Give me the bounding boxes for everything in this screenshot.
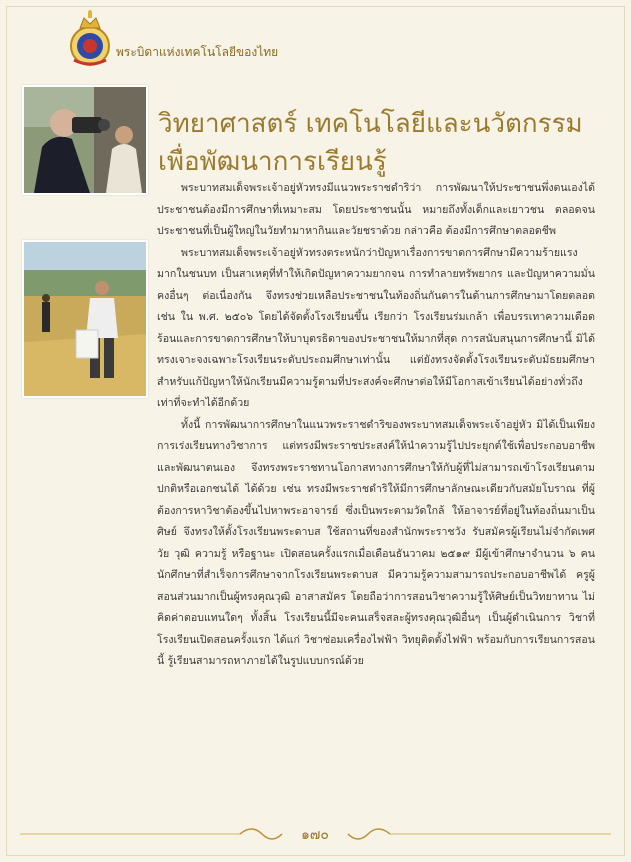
title-line-1: วิทยาศาสตร์ เทคโนโลยีและนวัตกรรม [158,109,583,140]
paragraph-1: พระบาทสมเด็จพระเจ้าอยู่หัวทรงมีแนวพระราชดำริว่า การพัฒนาให้ประชาชนพึ่งตนเองได้ ประชาชนต้องมีการศึกษาที่เหมาะสม โดยประชาชนนั้น หมายถึงทั้งเด็กและเยาวชน ตลอดจนประชาชนที่เป็นผู้ใหญ่ในวัยทำมาหากินและวัยชราด้วย กล่าวคือ ต้องมีการศึกษาตลอดชีพ [157,182,595,237]
royal-emblem-icon [66,10,114,68]
page-number: ๑๗๐ [301,827,329,843]
title-line-2: เพื่อพัฒนาการเรียนรู้ [158,147,387,178]
photo-field-image [24,242,146,396]
page-title [158,105,598,181]
header [66,10,366,72]
paragraph-3: ทั้งนี้ การพัฒนาการศึกษาในแนวพระราชดำริของพระบาทสมเด็จพระเจ้าอยู่หัว มิได้เป็นเพียงการเร่งเรียนทางวิชาการ แต่ทรงมีพระราชประสงค์ให้นำความรู้ไปประยุกต์ใช้เพื่อประกอบอาชีพและพัฒนาตนเอง จึงทรงพระราชทานโอกาสทางการศึกษาให้กับผู้ที่ไม่สามารถเข้าโรงเรียนตามปกติหรือเอกชนได้ ได้ด้วย เช่น ทรงมีพระราชดำริให้มีการศึกษาลักษณะเดียวกับสมัยโบราณ ที่ผู้ต้องการหาวิชาต้องขึ้นไปหาพระอาจารย์ ซึ่งเป็นพระตามวัดใกล้ ให้อาจารย์ที่อยู่ในท้องถิ่นมาเป็นศิษย์ จึงทรงให้ตั้งโรงเรียนพระดาบส ใช้สถานที่ของสำนักพระราชวัง รับสมัครผู้เรียนไม่จำกัดเพศ วัย วุฒิ ความรู้ หรือฐานะ เปิดสอนครั้งแรกเมื่อเดือนธันวาคม ๒๕๑๙ มีผู้เข้าศึกษาจำนวน ๖ คน นักศึกษาที่สำเร็จการศึกษาจากโรงเรียนพระดาบส มีความรู้ความสามารถประกอบอาชีพได้ ครูผู้สอนส่วนมากเป็นผู้ทรงคุณวุฒิ อาสาสมัคร โดยถือว่าการสอนวิชาความรู้ให้ศิษย์เป็นวิทยาทาน ไม่คิดค่าตอบแทนใดๆ ทั้งสิ้น โรงเรียนนี้มีจะคนเสร็จสละผู้ทรงคุณวุฒิอื่นๆ เป็นผู้ดำเนินการ วิชาที่โรงเรียนเปิดสอนครั้งแรก ได้แก่ วิชาซ่อมเครื่องไฟฟ้า วิทยุติดตั้งไฟฟ้า พร้อมกับการเรียนการสอนนี้ รู้เรียนสามารถหาภายได้ในรูปแบบกรณ์ด้วย [157,418,595,667]
series-title: พระบิดาแห่งเทคโนโลยีของไทย [116,45,279,59]
article-body [157,178,595,673]
photo-camera-image [24,87,146,193]
footer [0,822,631,846]
photo-king-in-rice-field [22,240,148,398]
photo-king-with-camera [22,85,148,195]
paragraph-2: พระบาทสมเด็จพระเจ้าอยู่หัวทรงตระหนักว่าปัญหาเรื่องการขาดการศึกษามีความร้ายแรงมากในชนบท เป็นสาเหตุที่ทำให้เกิดปัญหาความยากจน การทำลายทรัพยากร และปัญหาความมั่นคงอื่นๆ ต่อเนื่องกัน จึงทรงช่วยเหลือประชาชนในท้องถิ่นกันดารในด้านการศึกษามาโดยตลอด เช่น ใน พ.ศ. ๒๕๐๖ โดยได้จัดตั้งโรงเรียนขึ้น เรียกว่า โรงเรียนร่มเกล้า เพื่อบรรเทาความเดือดร้อนและการขาดการศึกษาให้บาบุตรธิดาของประชาชนให้มากที่สุด การสนับสนุนการศึกษานี้ มิได้ทรงเจาะจงเฉพาะโรงเรียนระดับประถมศึกษาเท่านั้น แต่ยังทรงจัดตั้งโรงเรียนระดับมัธยมศึกษา สำหรับแก้ปัญหาให้นักเรียนมีความรู้ตามที่ประสงค์จะศึกษาต่อให้มีโอกาสเข้าเรียนได้อย่างทั่วถึงเท่าที่จะทำได้อีกด้วย [157,246,595,409]
